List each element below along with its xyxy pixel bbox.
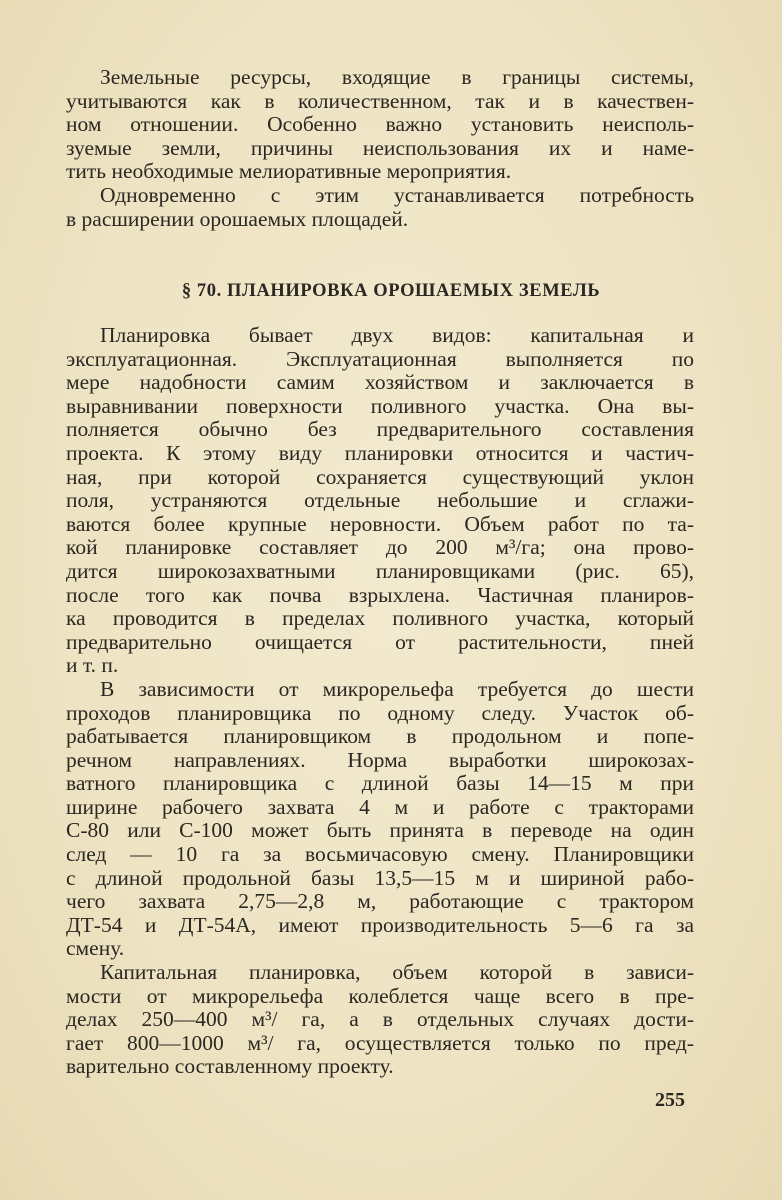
text-line: учитываются как в количественном, так и в качествен- [66, 88, 694, 113]
section-heading: § 70. ПЛАНИРОВКА ОРОШАЕМЫХ ЗЕМЕЛЬ [181, 281, 601, 301]
text-line: гает 800—1000 м³/ га, осуществляется только по пред- [66, 1030, 694, 1055]
text-line: ДТ-54 и ДТ-54А, имеют производительность 5—6 га за [66, 912, 694, 937]
text-line: рабатывается планировщиком в продольном и попе- [66, 724, 694, 749]
text-line: ка проводится в пределах поливного участка, который [66, 606, 694, 631]
text-line: речном направлениях. Норма выработки широкозах- [66, 747, 694, 772]
text-line: ширине рабочего захвата 4 м и работе с тракторами [66, 794, 694, 819]
text-line: мости от микрорельефа колеблется чаще всего в пре- [66, 983, 694, 1008]
text-line: ваются более крупные неровности. Объем работ по та- [66, 511, 694, 536]
intro-paragraphs [66, 66, 694, 231]
text-line: ном отношении. Особенно важно установить неисполь- [66, 112, 694, 137]
main-paragraphs [66, 324, 694, 1079]
text-line: с длиной продольной базы 13,5—15 м и шириной рабо- [66, 865, 694, 890]
text-line: после того как почва взрыхлена. Частичная планиров- [66, 582, 694, 607]
text-line: полняется обычно без предварительного составления [66, 417, 694, 442]
text-line: С-80 или С-100 может быть принята в переводе на один [66, 818, 694, 843]
text-line: тить необходимые мелиоративные мероприятия. [66, 159, 512, 184]
text-line: чего захвата 2,75—2,8 м, работающие с трактором [66, 889, 694, 914]
text-line: поля, устраняются отдельные небольшие и сглажи- [66, 488, 694, 513]
text-line: в расширении орошаемых площадей. [66, 206, 409, 231]
text-line: мере надобности самим хозяйством и заключается в [66, 370, 694, 395]
text-line: зуемые земли, причины неиспользования их и наме- [66, 135, 694, 160]
text-line: эксплуатационная. Эксплуатационная выполняется по [66, 346, 694, 371]
page-number: 255 [655, 1089, 685, 1111]
text-line: предварительно очищается от растительности, пней [66, 629, 694, 654]
text-line: проходов планировщика по одному следу. Участок об- [66, 700, 694, 725]
text-line: Одновременно с этим устанавливается потребность [100, 182, 694, 207]
text-line: Капитальная планировка, объем которой в зависи- [100, 960, 694, 985]
text-line: В зависимости от микрорельефа требуется до шести [100, 676, 694, 701]
text-line: выравнивании поверхности поливного участка. Она вы- [66, 393, 694, 418]
text-line: смену. [66, 936, 125, 961]
text-line: ватного планировщика с длиной базы 14—15 м при [66, 771, 694, 796]
text-line: делах 250—400 м³/ га, а в отдельных случаях дости- [66, 1007, 694, 1032]
text-line: варительно составленному проекту. [66, 1054, 394, 1079]
text-line: проекта. К этому виду планировки относится и частич- [66, 440, 694, 465]
text-line: кой планировке составляет до 200 м³/га; она прово- [66, 535, 694, 560]
text-line: след — 10 га за восьмичасовую смену. Планировщики [66, 842, 694, 867]
text-line: ная, при которой сохраняется существующий уклон [66, 464, 694, 489]
text-line: Земельные ресурсы, входящие в границы системы, [100, 65, 694, 89]
text-line: Планировка бывает двух видов: капитальная и [100, 323, 694, 347]
text-line: и т. п. [66, 653, 119, 678]
text-line: дится широкозахватными планировщиками (рис. 65), [66, 558, 694, 583]
